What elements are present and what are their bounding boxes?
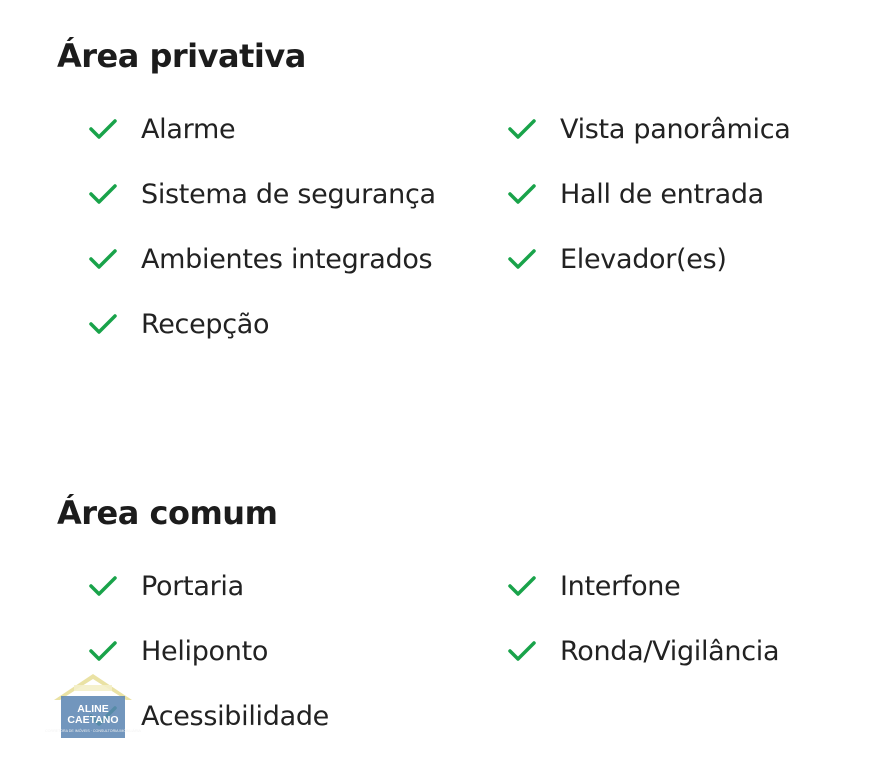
feature-item [88,176,436,212]
check-icon [507,182,537,206]
feature-label: Heliponto [141,635,269,667]
check-icon [88,182,118,206]
feature-item [88,241,432,277]
check-icon [507,574,537,598]
feature-label: Sistema de segurança [141,178,436,210]
house-logo-icon [45,672,141,742]
check-icon [88,639,118,663]
check-icon [88,117,118,141]
feature-label: Vista panorâmica [560,113,791,145]
feature-item [507,568,680,604]
feature-label: Hall de entrada [560,178,764,210]
check-icon [507,247,537,271]
feature-label: Recepção [141,308,270,340]
feature-item [507,633,779,669]
section-title-area-comum: Área comum [57,494,278,532]
logo-name-line: ALINE [77,703,109,715]
check-icon [507,639,537,663]
feature-item [507,176,764,212]
feature-label: Ambientes integrados [141,243,433,275]
feature-item [507,111,791,147]
feature-label: Elevador(es) [560,243,727,275]
feature-label: Interfone [560,570,681,602]
feature-item [88,633,268,669]
logo-tagline: CORRETORA DE IMÓVEIS · CONSULTORIA IMOBILIÁRIA [45,729,141,733]
feature-item [88,306,269,342]
feature-label: Alarme [141,113,236,145]
check-icon [88,574,118,598]
feature-label: Ronda/Vigilância [560,635,780,667]
section-title-area-privativa: Área privativa [57,37,306,75]
feature-item [88,568,244,604]
feature-item [507,241,727,277]
feature-item [88,111,235,147]
feature-label: Portaria [141,570,244,602]
feature-label: Acessibilidade [141,700,329,732]
check-icon [88,312,118,336]
check-icon [88,247,118,271]
check-icon [507,117,537,141]
logo-name-line: CAETANO [67,714,119,726]
